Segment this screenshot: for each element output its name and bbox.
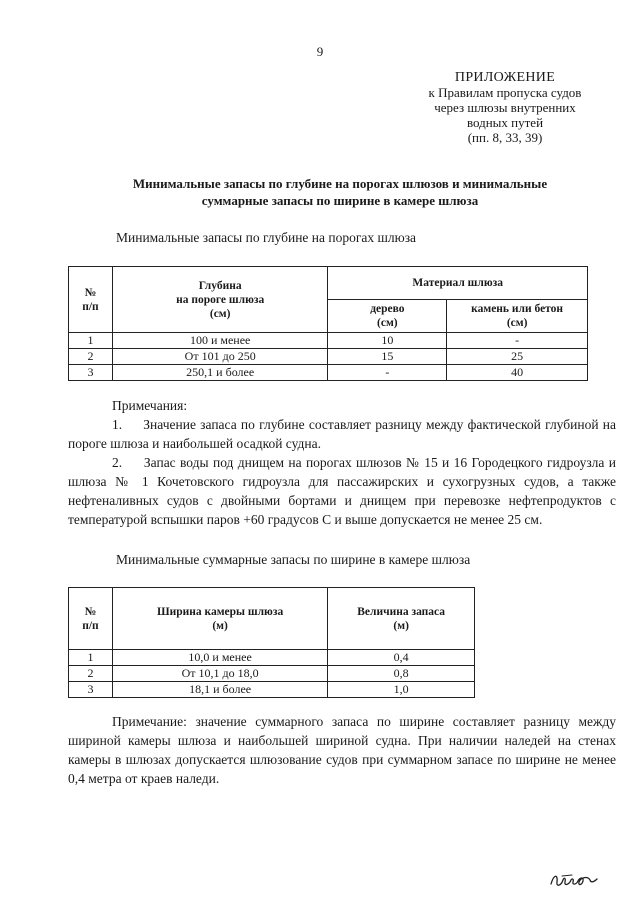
note-item: 2. Запас воды под днищем на порогах шлюзов № 15 и 16 Городецкого гидроузла и шлюза № 1 Кочетовского гидроузла для пассажирских и сухогрузных судов, а также нефтеналивных судов с двойными бортами и днищем при перевозке нефтепродуктов с температурой вспышки паров +60 градусов С и выше допускается не менее 25 см. xyxy=(68,455,616,527)
row-stone: 25 xyxy=(447,349,588,365)
note2-text: Примечание: значение суммарного запаса по ширине составляет разницу между шириной камеры шлюза и наибольшей шириной судна. При наличии наледей на стенах камеры в шлюзах допускается шлюзование судов при суммарном запасе по ширине не менее 0,4 метра от краев наледи. xyxy=(68,714,616,786)
row-num: 1 xyxy=(69,650,113,666)
row-wood: 15 xyxy=(328,349,447,365)
note-item: 1. Значение запаса по глубине составляет разницу между фактической глубиной на пороге шлюза и наибольшей осадкой судна. xyxy=(68,417,616,451)
row-wood: - xyxy=(328,365,447,381)
table2-caption: Минимальные суммарные запасы по ширине в камере шлюза xyxy=(116,552,471,567)
row-num: 2 xyxy=(69,666,113,682)
appendix-line: через шлюзы внутренних xyxy=(434,100,576,115)
row-width: От 10,1 до 18,0 xyxy=(112,666,327,682)
signature-icon xyxy=(548,868,604,890)
appendix-line: к Правилам пропуска судов xyxy=(428,85,582,100)
row-stone: - xyxy=(447,333,588,349)
row-width: 10,0 и менее xyxy=(112,650,327,666)
header-num: № п/п xyxy=(69,267,113,333)
row-depth: 100 и менее xyxy=(112,333,328,349)
row-depth: От 101 до 250 xyxy=(112,349,328,365)
row-num: 3 xyxy=(69,365,113,381)
appendix-line: водных путей xyxy=(466,115,544,130)
row-reserve: 0,4 xyxy=(328,650,475,666)
page-number: 9 xyxy=(316,44,324,59)
row-depth: 250,1 и более xyxy=(112,365,328,381)
header-stone: камень или бетон (см) xyxy=(447,300,588,333)
table-row xyxy=(69,650,475,666)
document-title-line: Минимальные запасы по глубине на порогах шлюзов и минимальные xyxy=(132,176,548,191)
notes-section xyxy=(68,396,616,529)
width-reserve-table xyxy=(68,587,475,698)
note2-section xyxy=(68,712,616,788)
header-material: Материал шлюза xyxy=(328,267,588,300)
row-num: 3 xyxy=(69,682,113,698)
table-row xyxy=(69,349,588,365)
row-reserve: 1,0 xyxy=(328,682,475,698)
depth-reserve-table xyxy=(68,266,588,381)
row-num: 1 xyxy=(69,333,113,349)
appendix-line: (пп. 8, 33, 39) xyxy=(467,130,543,145)
table-row xyxy=(69,682,475,698)
header-reserve: Величина запаса (м) xyxy=(328,588,475,650)
header-width: Ширина камеры шлюза (м) xyxy=(112,588,327,650)
appendix-header xyxy=(400,70,610,145)
header-wood: дерево (см) xyxy=(328,300,447,333)
row-width: 18,1 и более xyxy=(112,682,327,698)
table-row xyxy=(69,365,588,381)
document-title-line: суммарные запасы по ширине в камере шлюза xyxy=(201,193,479,208)
row-stone: 40 xyxy=(447,365,588,381)
row-num: 2 xyxy=(69,349,113,365)
table-row xyxy=(69,666,475,682)
header-depth: Глубина на пороге шлюза (см) xyxy=(112,267,328,333)
document-title xyxy=(60,175,620,209)
row-reserve: 0,8 xyxy=(328,666,475,682)
header-num: № п/п xyxy=(69,588,113,650)
appendix-title: ПРИЛОЖЕНИЕ xyxy=(454,70,556,85)
notes-heading: Примечания: xyxy=(112,398,188,413)
row-wood: 10 xyxy=(328,333,447,349)
table1-caption: Минимальные запасы по глубине на порогах шлюза xyxy=(116,230,417,245)
table-row xyxy=(69,333,588,349)
